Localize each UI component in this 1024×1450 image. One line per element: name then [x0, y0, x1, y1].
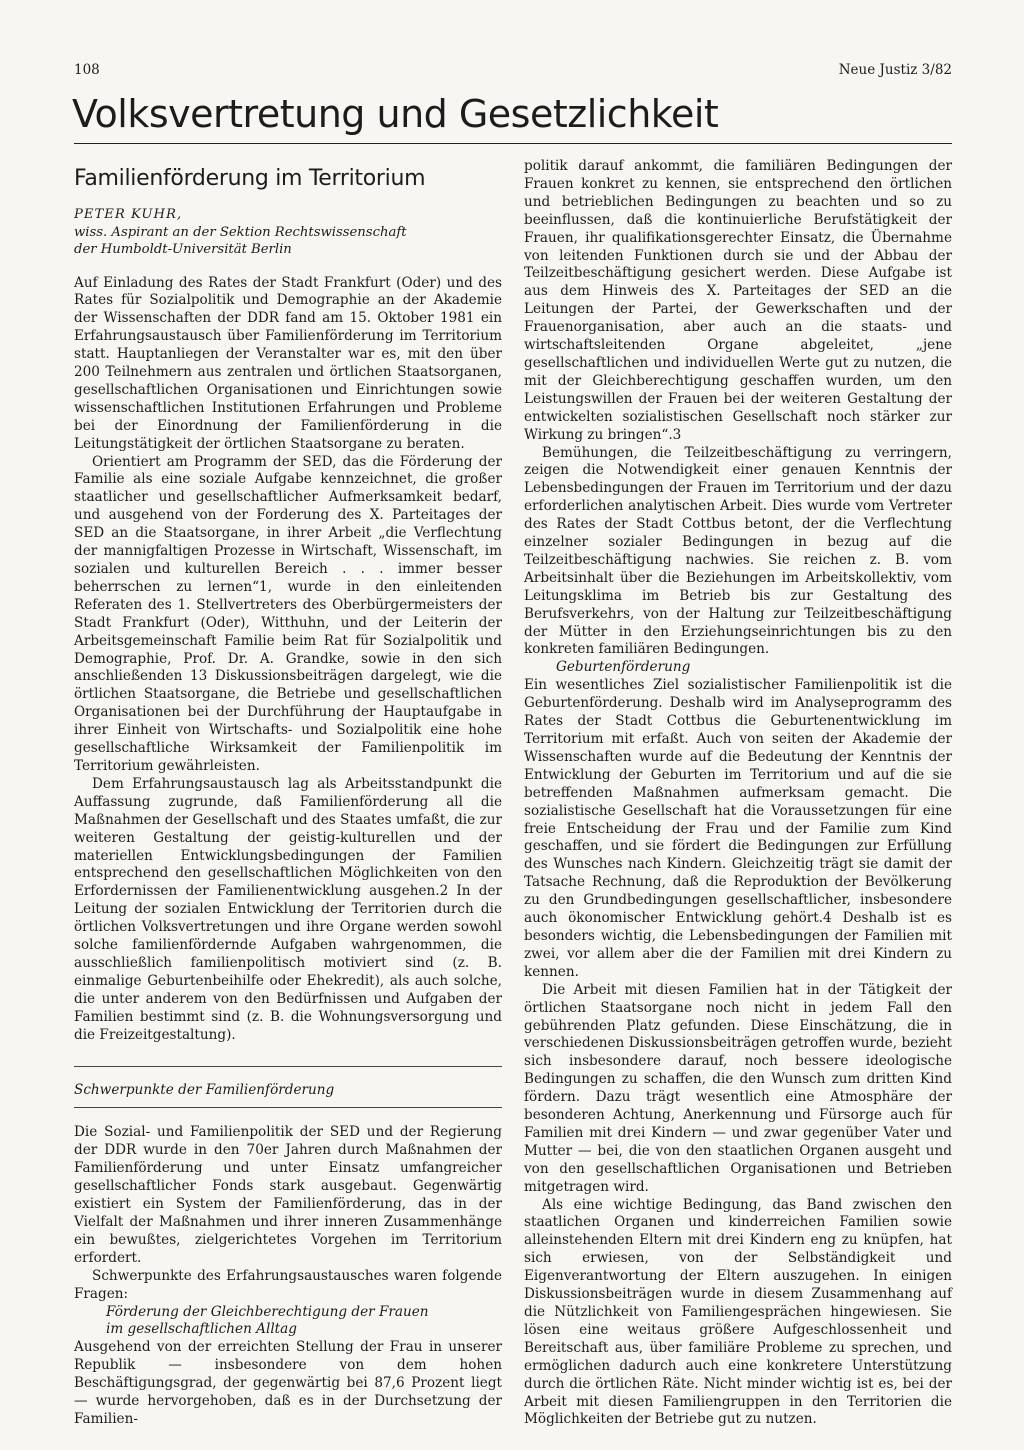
article-title: Familienförderung im Territorium: [74, 166, 426, 191]
left-column: [74, 152, 502, 1429]
author-affiliation-2: der Humboldt-Universität Berlin: [74, 242, 292, 257]
paragraph: Dem Erfahrungsaustausch lag als Arbeitsstandpunkt die Auffassung zugrunde, daß Familienförderung all die Maßnahmen der Gesellschaft und des Staates umfaßt, die zur weiteren Gestaltung der geistig-kulturellen und der materiellen Entwicklungsbedingungen der Familien entsprechend den gesellschaftlichen Möglichkeiten von den Erfordernissen der Familienentwicklung ausgehen.2 In der Leitung der sozialen Entwicklung der Territorien durch die örtlichen Volksvertretungen und ihre Organe werden sowohl solche familienfördernde Aufgaben wahrgenommen, die ausschließlich familienpolitisch motiviert sind (z. B. einmalige Geburtenbeihilfe oder Ehekredit), als auch solche, die unter anderem von den Bedürfnissen und Aufgaben der Familien bestimmt sind (z. B. die Wohnungsversorgung und die Freizeitgestaltung).: [74, 775, 502, 1043]
title-rule: [74, 143, 952, 144]
paragraph: Die Sozial- und Familienpolitik der SED und der Regierung der DDR wurde in den 70er Jahren durch Maßnahmen der Familienförderung und unter Einsatz umfangreicher gesellschaftlicher Fonds stark ausgebaut. Gegenwärtig existiert ein System der Familienförderung, das in der Vielfalt der Maßnahmen und ihrer inneren Zusammenhänge ein bewußtes, zielgerichtetes Vorgehen im Territorium erfordert.: [74, 1124, 502, 1266]
subsection-heading: Geburtenförderung: [556, 659, 691, 676]
section-heading: Schwerpunkte der Familienförderung: [74, 1082, 335, 1099]
section-rule-bottom: [74, 1107, 502, 1108]
running-header: [74, 62, 952, 80]
page-number: 108: [74, 62, 100, 78]
paragraph: Ausgehend von der erreichten Stellung der Frau in unserer Republik — insbesondere von dem hohen Beschäftigungsgrad, der gegenwärtig bei 87,6 Prozent liegt — wurde hervorgehoben, daß es in der Durchsetzung der Familien-: [74, 1339, 502, 1427]
paragraph: Ein wesentliches Ziel sozialistischer Familienpolitik ist die Geburtenförderung. Deshalb wird im Analyseprogramm des Rates der Stadt Cottbus die Geburtenentwicklung im Territorium mit erfaßt. Auch von seiten der Akademie der Wissenschaften wurde auf die Bedeutung der Kenntnis der Entwicklung der Geburten im Territorium und auf die sie betreffenden Maßnahmen aufmerksam gemacht. Die sozialistische Gesellschaft hat die Voraussetzungen für eine freie Entscheidung der Frau und der Familie zum Kind geschaffen, und sie fördert die Bedingungen zur Erfüllung des Wunsches nach Kindern. Gleichzeitig trägt sie damit der Tatsache Rechnung, daß die Reproduktion der Bevölkerung zu den Grundbedingungen gesellschaftlicher, insbesondere auch ökonomischer Entwicklung gehört.4 Deshalb ist es besonders wichtig, die Lebensbedingungen der Familien mit zwei, vor allem aber die der Familien mit drei Kindern zu kennen.: [524, 677, 952, 980]
paragraph: Bemühungen, die Teilzeitbeschäftigung zu verringern, zeigen die Notwendigkeit einer genauen Kenntnis der Lebensbedingungen der Frauen im Territorium und der dazu erforderlichen analytischen Arbeit. Dies wurde vom Vertreter des Rates der Stadt Cottbus betont, der die Verflechtung einzelner sozialer Bedingungen in bezug auf die Teilzeitbeschäftigung nachwies. Sie reichen z. B. vom Arbeitsinhalt über die Beziehungen im Arbeitskollektiv, vom Leitungsklima im Betrieb bis zur Gestaltung des Berufsverkehrs, von der Haltung zur Teilzeitbeschäftigung der Mütter in den Erziehungseinrichtungen bis zu den konkreten familiären Bedingungen.: [524, 444, 952, 658]
author-name: PETER KUHR,: [74, 207, 183, 222]
paragraph: Die Arbeit mit diesen Familien hat in der Tätigkeit der örtlichen Staatsorgane noch nicht in jedem Fall den gebührenden Platz gefunden. Diese Einschätzung, die in verschiedenen Diskussionsbeiträgen getroffen wurde, bezieht sich insbesondere darauf, noch bessere ideologische Bedingungen zu schaffen, die den Wunsch zum dritten Kind fördern. Dazu trägt wesentlich eine Atmosphäre der besonderen Achtung, Anerkennung und Fürsorge auch für Familien mit drei Kindern — und zwar gegenüber Vater und Mutter — bei, die von den staatlichen Organen ausgeht und von den gesellschaftlichen Organisationen und Betrieben mitgetragen wird.: [524, 981, 952, 1195]
section-rule-top: [74, 1066, 502, 1067]
section-title: Volksvertretung und Gesetzlichkeit: [72, 92, 719, 136]
paragraph: Als eine wichtige Bedingung, das Band zwischen den staatlichen Organen und kinderreichen Familien sowie alleinstehenden Eltern mit drei Kindern eng zu knüpfen, hat sich erwiesen, von der Selbständigkeit und Eigenverantwortung der Eltern auszugehen. In einigen Diskussionsbeiträgen wurde in diesem Zusammenhang auf die Nützlichkeit von Familiengesprächen hingewiesen. Sie lösen eine weitaus größere Aufgeschlossenheit und Bereitschaft aus, über familiäre Probleme zu sprechen, und ermöglichen dadurch auch eine konkretere Unterstützung durch die örtlichen Räte. Nicht minder wichtig ist es, bei der Arbeit mit diesen Familiengruppen in den Territorien die Möglichkeiten der Betriebe gut zu nutzen.: [524, 1196, 952, 1428]
paragraph: politik darauf ankommt, die familiären Bedingungen der Frauen konkret zu kennen, sie entsprechend den örtlichen und betrieblichen Bedingungen zu beachten und so zu beeinflussen, daß die kontinuierliche Berufstätigkeit der Frauen, ihr qualifikationsgerechter Einsatz, die Übernahme von leitenden Funktionen durch sie und der Abbau der Teilzeitbeschäftigung gesichert werden. Diese Aufgabe ist aus dem Hinweis des X. Parteitages der SED an die Leitungen der Partei, der Gewerkschaften und der Frauenorganisation, aber auch an die staats- und wirtschaftsleitenden Organe abgeleitet, „jene gesellschaftlichen und individuellen Werte gut zu nutzen, die mit der Gleichberechtigung geschaffen wurden, um den Leistungswillen der Frauen bei der weiteren Gestaltung der entwickelten sozialistischen Gesellschaft noch stärker zur Wirkung zu bringen“.3: [524, 158, 952, 443]
author-block: [74, 206, 502, 259]
journal-issue: Neue Justiz 3/82: [838, 62, 952, 78]
subsection-heading-continued: im gesellschaftlichen Alltag: [106, 1321, 297, 1338]
paragraph: Auf Einladung des Rates der Stadt Frankfurt (Oder) und des Rates für Sozialpolitik und Demographie an der Akademie der Wissenschaften der DDR fand am 15. Oktober 1981 ein Erfahrungsaustausch über Familienförderung im Territorium statt. Hauptanliegen der Veranstalter war es, mit den über 200 Teilnehmern aus zentralen und örtlichen Staatsorganen, gesellschaftlichen Organisationen und Einrichtungen sowie wissenschaftlichen Institutionen Erfahrungen und Probleme bei der Einordnung der Familienförderung in die Leitungstätigkeit der örtlichen Staatsorgane zu beraten.: [74, 274, 502, 452]
paragraph: Schwerpunkte des Erfahrungsaustausches waren folgende Fragen:: [74, 1267, 502, 1302]
paragraph: Orientiert am Programm der SED, das die Förderung der Familie als eine soziale Aufgabe kennzeichnet, die großer staatlicher und gesellschaftlicher Aufmerksamkeit bedarf, und ausgehend von der Forderung des X. Parteitages der SED an die Staatsorgane, in ihrer Arbeit „die Verflechtung der mannigfaltigen Prozesse in Wirtschaft, Wissenschaft, im sozialen und kulturellen Bereich . . . immer besser beherrschen zu lernen“1, wurde in den einleitenden Referaten des 1. Stellvertreters des Oberbürgermeisters der Stadt Frankfurt (Oder), Witthuhn, und der Leiterin der Arbeitsgemeinschaft Familie beim Rat für Sozialpolitik und Demographie, Prof. Dr. A. Grandke, sowie in den sich anschließenden 13 Diskussionsbeiträgen dargelegt, wie die örtlichen Staatsorgane, die Betriebe und gesellschaftlichen Organisationen bei der Durchführung der Hauptaufgabe in ihrer Einheit von Wirtschafts- und Sozialpolitik eine hohe gesellschaftliche Wirksamkeit der Familienpolitik im Territorium gewährleisten.: [74, 453, 502, 774]
right-column: [524, 158, 952, 1429]
subsection-heading: Förderung der Gleichberechtigung der Frauen: [106, 1303, 429, 1320]
author-affiliation-1: wiss. Aspirant an der Sektion Rechtswissenschaft: [74, 224, 407, 240]
